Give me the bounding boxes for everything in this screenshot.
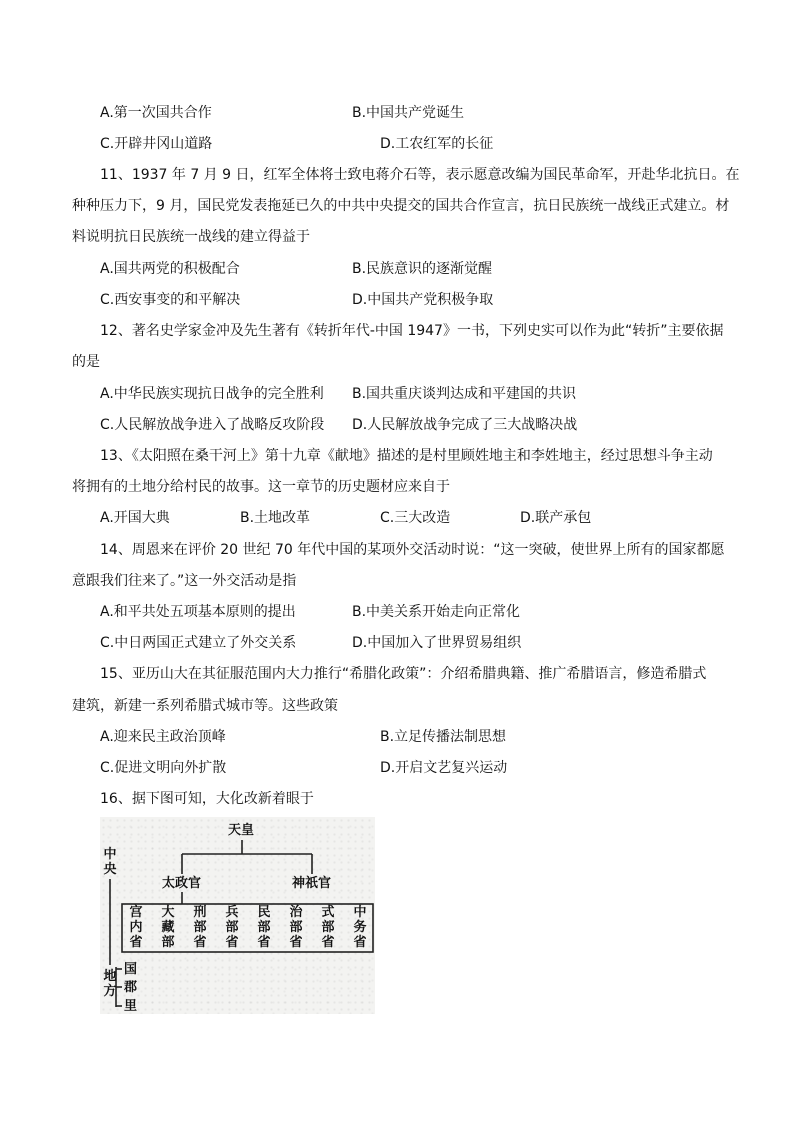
q11-option-d: D.中国共产党积极争取 (352, 292, 494, 308)
q15-option-b: B.立足传播法制思想 (380, 729, 507, 745)
q11-stem-line2: 种种压力下，9 月，国民党发表拖延已久的中共中央提交的国共合作宣言，抗日民族统一战线正式建立。材 (72, 198, 730, 214)
q12-option-c: C.人民解放战争进入了战略反攻阶段 (100, 417, 325, 433)
ministry-okura: 大藏部 (161, 905, 175, 950)
q11-stem-line3: 料说明抗日民族统一战线的建立得益于 (72, 229, 310, 245)
taika-reform-structure-diagram (100, 817, 375, 1014)
q16-stem-line1: 16、据下图可知，大化改新着眼于 (100, 791, 314, 807)
diagram-central-label: 中央 (103, 847, 117, 877)
q11-option-a: A.国共两党的积极配合 (100, 261, 240, 277)
q15-stem-line1: 15、亚历山大在其征服范围内大力推行“希腊化政策”：介绍希腊典籍、推广希腊语言，修造希腊式 (100, 666, 707, 682)
diagram-dajokan: 太政官 (162, 876, 202, 891)
ministry-shikibu: 式部省 (321, 905, 335, 950)
ministry-kunai: 宫内省 (129, 905, 143, 950)
q13-stem-line2: 将拥有的土地分给村民的故事。这一章节的历史题材应来自于 (72, 479, 450, 495)
q13-option-d: D.联产承包 (520, 510, 592, 526)
q11-option-c: C.西安事变的和平解决 (100, 292, 241, 308)
q10-option-d: D.工农红军的长征 (380, 136, 494, 152)
q12-option-b: B.国共重庆谈判达成和平建国的共识 (352, 386, 577, 402)
ministry-hyobu: 兵部省 (225, 905, 239, 950)
q12-stem-line2: 的是 (72, 354, 100, 370)
ministry-minbu: 民部省 (257, 905, 271, 950)
q15-option-d: D.开启文艺复兴运动 (380, 760, 508, 776)
q14-option-c: C.中日两国正式建立了外交关系 (100, 635, 297, 651)
q14-option-b: B.中美关系开始走向正常化 (352, 604, 521, 620)
q11-stem-line1: 11、1937 年 7 月 9 日，红军全体将士致电蒋介石等，表示愿意改编为国民革命军，开赴华北抗日。在 (100, 167, 740, 183)
q11-option-b: B.民族意识的逐渐觉醒 (352, 261, 493, 277)
q12-option-a: A.中华民族实现抗日战争的完全胜利 (100, 386, 324, 402)
ministry-nakatsukasa: 中务省 (353, 905, 367, 950)
q13-option-a: A.开国大典 (100, 510, 170, 526)
diagram-jingikan: 神祇官 (292, 876, 332, 891)
q15-option-a: A.迎来民主政治顶峰 (100, 729, 226, 745)
q10-option-b: B.中国共产党诞生 (352, 105, 465, 121)
diagram-local-label: 地方 (103, 969, 117, 999)
diagram-emperor: 天皇 (228, 823, 255, 838)
local-level-province: 国 (124, 962, 138, 977)
q12-stem-line1: 12、著名史学家金冲及先生著有《转折年代-中国 1947》一书，下列史实可以作为此“转折”主要依据 (100, 323, 724, 339)
ministry-gyobu: 刑部省 (193, 905, 207, 950)
q14-option-a: A.和平共处五项基本原则的提出 (100, 604, 296, 620)
q14-stem-line2: 意跟我们往来了。”这一外交活动是指 (72, 573, 297, 589)
q13-option-b: B.土地改革 (240, 510, 311, 526)
q14-option-d: D.中国加入了世界贸易组织 (352, 635, 522, 651)
q13-stem-line1: 13、《太阳照在桑干河上》第十九章《献地》描述的是村里顾姓地主和李姓地主，经过思想斗争主动 (100, 448, 713, 464)
q15-stem-line2: 建筑，新建一系列希腊式城市等。这些政策 (72, 698, 338, 714)
q13-option-c: C.三大改造 (380, 510, 451, 526)
local-level-district: 郡 (124, 980, 138, 995)
q10-option-a: A.第一次国共合作 (100, 105, 212, 121)
q12-option-d: D.人民解放战争完成了三大战略决战 (352, 417, 578, 433)
q15-option-c: C.促进文明向外扩散 (100, 760, 227, 776)
q10-option-c: C.开辟井冈山道路 (100, 136, 213, 152)
ministry-jibu: 治部省 (289, 905, 303, 950)
local-level-village: 里 (124, 999, 138, 1014)
q14-stem-line1: 14、周恩来在评价 20 世纪 70 年代中国的某项外交活动时说：“这一突破，使世界上所有的国家都愿 (100, 542, 725, 558)
